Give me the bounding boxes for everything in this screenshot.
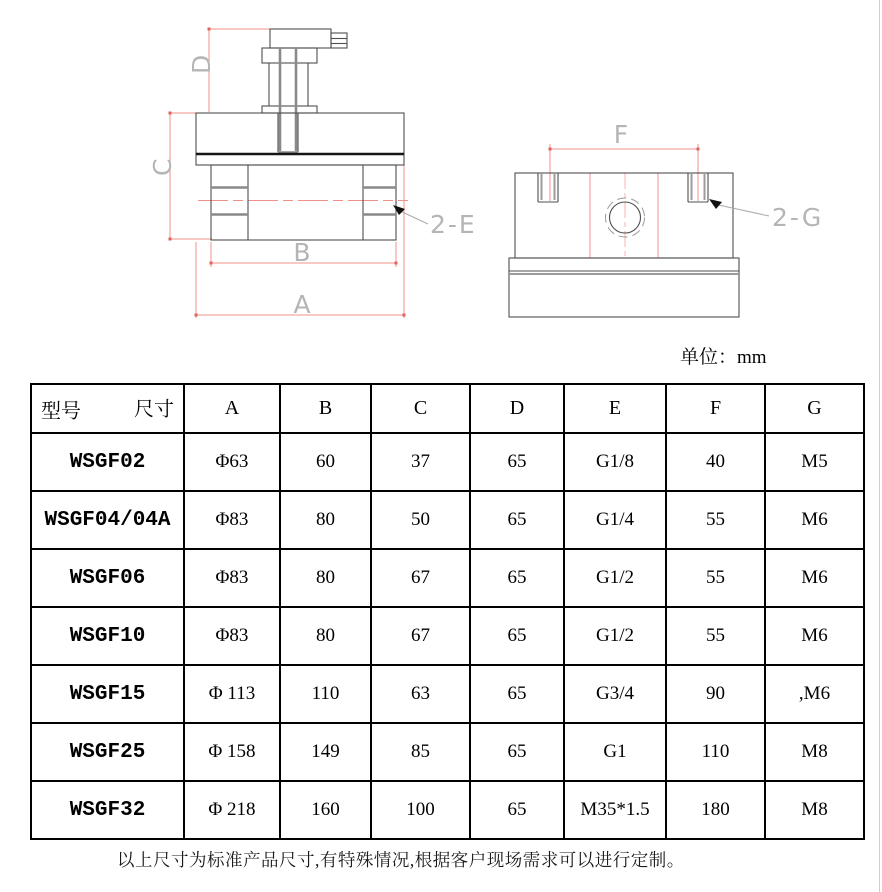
value-cell: 110	[666, 723, 765, 781]
callout-2g	[709, 199, 823, 232]
spec-table	[30, 383, 865, 840]
value-cell: 65	[470, 549, 564, 607]
value-cell: M6	[765, 549, 864, 607]
value-cell: 65	[470, 607, 564, 665]
column-header-f: F	[666, 384, 765, 433]
value-cell: 50	[371, 491, 470, 549]
value-cell: 37	[371, 433, 470, 491]
footer-note: 以上尺寸为标准产品尺寸,有特殊情况,根据客户现场需求可以进行定制。	[117, 850, 685, 870]
value-cell: G3/4	[564, 665, 666, 723]
value-cell: G1/8	[564, 433, 666, 491]
top-view	[509, 120, 823, 317]
table-header-row	[31, 384, 864, 433]
value-cell: 180	[666, 781, 765, 839]
technical-drawings	[0, 0, 882, 380]
value-cell: 80	[280, 549, 371, 607]
valve-body	[211, 165, 396, 240]
bonnet	[196, 113, 404, 165]
value-cell: Φ83	[184, 491, 280, 549]
corner-size-label: 尺寸	[134, 398, 174, 421]
table-row	[31, 781, 864, 839]
value-cell: 65	[470, 665, 564, 723]
table-row	[31, 549, 864, 607]
table-row	[31, 433, 864, 491]
value-cell: G1/2	[564, 549, 666, 607]
callout-2e-label: 2-E	[430, 210, 477, 239]
callout-2g-arrow	[709, 199, 722, 209]
top-view-dimension-lines	[549, 144, 700, 258]
value-cell: Φ83	[184, 607, 280, 665]
handle-cap	[270, 29, 331, 48]
column-header-d: D	[470, 384, 564, 433]
value-cell: 40	[666, 433, 765, 491]
value-cell: G1/2	[564, 607, 666, 665]
value-cell: 90	[666, 665, 765, 723]
model-cell: WSGF32	[31, 781, 184, 839]
table-row	[31, 607, 864, 665]
value-cell: G1/4	[564, 491, 666, 549]
value-cell: 55	[666, 549, 765, 607]
callout-2e	[393, 205, 477, 239]
corner-model-label: 型号	[41, 400, 81, 422]
front-view-geometry	[196, 29, 404, 240]
value-cell: 80	[280, 491, 371, 549]
column-header-b: B	[280, 384, 371, 433]
table-corner-cell	[31, 384, 184, 433]
value-cell: 65	[470, 491, 564, 549]
value-cell: M6	[765, 607, 864, 665]
value-cell: 67	[371, 607, 470, 665]
value-cell: 63	[371, 665, 470, 723]
value-cell: 80	[280, 607, 371, 665]
value-cell: Φ83	[184, 549, 280, 607]
table-row	[31, 665, 864, 723]
value-cell: 65	[470, 781, 564, 839]
front-view	[148, 28, 477, 320]
top-view-body	[515, 173, 733, 258]
callout-2g-label: 2-G	[772, 203, 824, 232]
handle-cap-tab	[331, 33, 347, 48]
dim-label-a: A	[293, 290, 313, 319]
value-cell: ,M6	[765, 665, 864, 723]
column-header-a: A	[184, 384, 280, 433]
unit-label: 单位：mm	[680, 347, 767, 368]
dim-label-c: C	[148, 156, 177, 176]
column-header-e: E	[564, 384, 666, 433]
value-cell: 65	[470, 433, 564, 491]
value-cell: 160	[280, 781, 371, 839]
value-cell: 67	[371, 549, 470, 607]
dim-label-d: D	[187, 52, 216, 74]
dim-label-f: F	[613, 120, 631, 149]
model-cell: WSGF10	[31, 607, 184, 665]
model-cell: WSGF04/04A	[31, 491, 184, 549]
table-row	[31, 491, 864, 549]
value-cell: Φ63	[184, 433, 280, 491]
value-cell: M5	[765, 433, 864, 491]
model-cell: WSGF15	[31, 665, 184, 723]
value-cell: M8	[765, 723, 864, 781]
stem-collar-lower	[262, 106, 317, 113]
value-cell: Φ 158	[184, 723, 280, 781]
value-cell: 110	[280, 665, 371, 723]
value-cell: 65	[470, 723, 564, 781]
page-edge-line	[879, 0, 880, 892]
base-plate	[509, 258, 739, 317]
value-cell: 55	[666, 607, 765, 665]
column-header-g: G	[765, 384, 864, 433]
value-cell: M6	[765, 491, 864, 549]
value-cell: 60	[280, 433, 371, 491]
stem-collar-upper	[262, 48, 317, 63]
model-cell: WSGF02	[31, 433, 184, 491]
value-cell: 149	[280, 723, 371, 781]
value-cell: M35*1.5	[564, 781, 666, 839]
dim-label-b: B	[293, 238, 313, 267]
table-row	[31, 723, 864, 781]
value-cell: Φ 113	[184, 665, 280, 723]
value-cell: Φ 218	[184, 781, 280, 839]
value-cell: 85	[371, 723, 470, 781]
value-cell: 100	[371, 781, 470, 839]
model-cell: WSGF06	[31, 549, 184, 607]
value-cell: 55	[666, 491, 765, 549]
model-cell: WSGF25	[31, 723, 184, 781]
top-view-geometry	[509, 173, 739, 317]
value-cell: G1	[564, 723, 666, 781]
value-cell: M8	[765, 781, 864, 839]
column-header-c: C	[371, 384, 470, 433]
